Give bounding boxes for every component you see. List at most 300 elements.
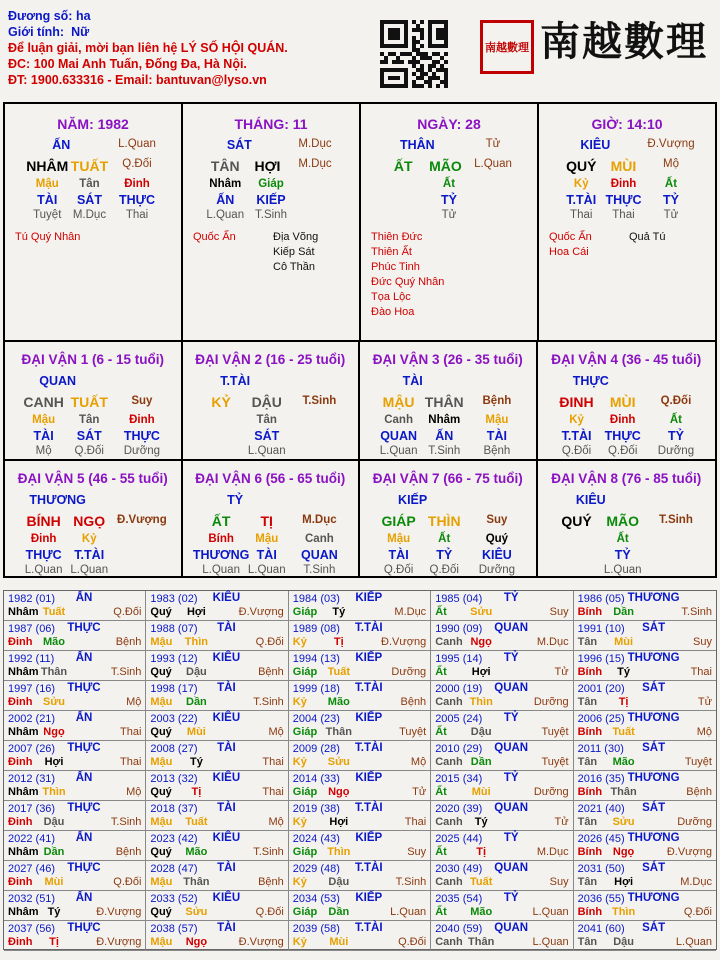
hidden-stem: Ất <box>442 178 456 190</box>
year-can: Bính <box>577 606 603 618</box>
year-stage: M.Dục <box>394 606 427 618</box>
dv-hidden-god: THƯƠNG <box>192 548 250 562</box>
dai-van-chi: NGỌ <box>73 513 106 529</box>
year-chi: Mão <box>327 696 350 708</box>
year-cell <box>4 801 146 831</box>
dv-hidden-stem: Ất <box>669 414 683 426</box>
year-can: Đinh <box>8 816 33 828</box>
year-chi: Tý <box>474 816 488 828</box>
dv-hidden-stage: L.Quan <box>603 564 642 576</box>
hidden-stem: Nhâm <box>209 178 242 190</box>
year-god: QUAN <box>494 862 529 874</box>
year-stage: Mộ <box>126 786 142 798</box>
year-chi: Tý <box>47 906 61 918</box>
year-label: 2028 (47) <box>150 863 198 875</box>
dai-van-chi: THÂN <box>424 394 464 410</box>
year-stage: Mộ <box>126 696 142 708</box>
year-cell <box>4 591 146 621</box>
dai-van-cell-1 <box>5 342 183 459</box>
dai-van-god: QUAN <box>39 374 77 388</box>
year-god: KIÊU <box>212 652 241 664</box>
year-chi: Tị <box>476 846 487 858</box>
year-label: 1992 (11) <box>8 653 55 665</box>
year-can: Giáp <box>292 846 318 858</box>
year-label: 2008 (27) <box>150 743 198 755</box>
year-stage: Bệnh <box>258 666 284 678</box>
year-god: THỰC <box>67 622 101 634</box>
year-chi: Thìn <box>327 846 351 858</box>
star-red-item: Thiên Ất <box>371 246 412 258</box>
year-label: 2015 (34) <box>435 773 483 785</box>
year-stage: Tuyệt <box>541 726 569 738</box>
year-god: TỶ <box>503 712 519 724</box>
gender-label: Giới tính: <box>8 25 65 39</box>
year-chi: Dậu <box>328 876 350 888</box>
year-god: KIẾP <box>355 592 383 604</box>
dai-van-god: THỰC <box>572 374 609 388</box>
year-label: 2023 (42) <box>150 833 198 845</box>
year-god: QUAN <box>494 922 529 934</box>
year-cell <box>4 681 146 711</box>
dai-van-stage: Q.Đối <box>660 395 692 407</box>
year-stage: Suy <box>549 606 569 618</box>
year-stage: Mộ <box>268 816 284 828</box>
hidden-stage: Tử <box>441 209 457 221</box>
dai-van-stage: Đ.Vượng <box>117 514 167 526</box>
year-stage: Thai <box>119 756 142 768</box>
year-god: THỰC <box>67 862 101 874</box>
year-chi: Ngọ <box>185 936 208 948</box>
year-god: TÀI <box>217 922 236 934</box>
dai-van-title: ĐẠI VẬN 7 (66 - 75 tuổi) <box>372 471 523 486</box>
year-stage: Tử <box>554 666 569 678</box>
dv-hidden-stem: Nhâm <box>428 414 461 426</box>
year-cell <box>431 861 573 891</box>
dv-hidden-stage: Q.Đối <box>74 445 104 457</box>
dv-hidden-stem: Đinh <box>30 533 57 545</box>
year-label: 2037 (56) <box>8 923 56 935</box>
year-cell <box>146 711 288 741</box>
year-can: Canh <box>435 936 463 948</box>
year-god: TÀI <box>217 622 236 634</box>
year-stage: L.Quan <box>675 936 712 948</box>
year-can: Giáp <box>292 666 318 678</box>
seal-text: 南越數理 <box>485 40 529 54</box>
year-chi: Tuất <box>327 666 350 678</box>
dai-van-cell-3 <box>360 342 538 459</box>
dv-hidden-god: TÀI <box>388 548 409 562</box>
year-label: 2032 (51) <box>8 893 56 905</box>
pillar-stage: M.Dục <box>298 138 332 150</box>
year-chi: Ngọ <box>328 786 350 798</box>
year-label: 2025 (44) <box>435 833 483 845</box>
year-can: Giáp <box>292 726 318 738</box>
pillar-chi: HỢI <box>254 158 281 174</box>
year-stage: Tuyệt <box>399 726 427 738</box>
year-label: 2011 (30) <box>577 743 624 755</box>
year-cell <box>146 771 288 801</box>
year-can: Mậu <box>150 876 173 888</box>
year-chi: Thìn <box>42 786 66 798</box>
year-god: TỶ <box>503 592 519 604</box>
pillar-title: THÁNG: 11 <box>234 116 308 132</box>
year-god: QUAN <box>494 802 529 814</box>
year-chi: Hợi <box>44 756 64 768</box>
year-god: ẤN <box>75 892 93 904</box>
year-stage: L.Quan <box>390 906 427 918</box>
year-cell <box>4 921 146 951</box>
dai-van-can: BÍNH <box>26 513 61 529</box>
hidden-stem: Ất <box>664 178 678 190</box>
star-red-item: Tọa Lộc <box>371 291 411 303</box>
year-can: Quý <box>150 786 172 798</box>
year-cell <box>146 681 288 711</box>
dv-hidden-stage: Q.Đối <box>561 445 592 457</box>
hidden-stem: Giáp <box>258 178 284 190</box>
hidden-god: TỶ <box>663 193 679 207</box>
year-god: SÁT <box>642 742 666 754</box>
year-label: 2009 (28) <box>292 743 340 755</box>
year-god: THỰC <box>67 742 101 754</box>
dai-van-title: ĐẠI VẬN 3 (26 - 35 tuổi) <box>372 352 523 367</box>
year-stage: T.Sinh <box>681 606 712 618</box>
year-can: Đinh <box>8 936 33 948</box>
year-stage: Q.Đối <box>113 876 142 888</box>
year-cell <box>574 591 716 621</box>
pillar-can: TÂN <box>210 158 240 174</box>
year-stage: T.Sinh <box>110 666 142 678</box>
year-cell <box>4 741 146 771</box>
year-cell <box>4 861 146 891</box>
year-cell <box>4 891 146 921</box>
year-stage: Q.Đối <box>398 936 427 948</box>
star-black-item: Địa Võng <box>273 231 319 243</box>
year-label: 2030 (49) <box>435 863 483 875</box>
year-chi: Dậu <box>43 816 65 828</box>
year-cell <box>146 891 288 921</box>
year-can: Mậu <box>150 696 173 708</box>
year-chi: Sửu <box>42 696 66 708</box>
year-can: Tân <box>577 816 598 828</box>
year-chi: Thân <box>40 666 68 678</box>
dv-hidden-god: QUAN <box>300 548 338 562</box>
pillar-chi-stage: L.Quan <box>474 158 512 170</box>
year-cell <box>431 681 573 711</box>
dai-van-stage: Suy <box>486 514 508 526</box>
year-cell <box>146 831 288 861</box>
star-black-item: Cô Thần <box>273 261 315 273</box>
hidden-stem: Đinh <box>124 178 150 190</box>
year-label: 2024 (43) <box>292 833 340 845</box>
year-can: Đinh <box>8 876 33 888</box>
year-stage: M.Dục <box>536 846 569 858</box>
year-label: 2041 (60) <box>577 923 625 935</box>
pillar-title: GIỜ: 14:10 <box>591 116 663 132</box>
hidden-stage: M.Dục <box>72 209 107 221</box>
year-can: Giáp <box>292 606 318 618</box>
year-god: TÀI <box>217 742 236 754</box>
year-stage: T.Sinh <box>395 876 427 888</box>
year-chi: Hợi <box>186 606 206 618</box>
dai-van-title: ĐẠI VẬN 6 (56 - 65 tuổi) <box>195 471 346 486</box>
dai-van-title: ĐẠI VẬN 5 (46 - 55 tuổi) <box>17 471 168 486</box>
year-god: SÁT <box>642 622 666 634</box>
year-can: Bính <box>577 906 603 918</box>
year-chi: Mão <box>470 906 493 918</box>
hidden-stage: L.Quan <box>206 209 245 221</box>
year-can: Nhâm <box>8 846 39 858</box>
year-cell <box>4 831 146 861</box>
year-can: Tân <box>577 636 598 648</box>
year-chi: Mão <box>43 636 65 648</box>
year-god: ẤN <box>75 592 93 604</box>
year-god: KIẾP <box>355 712 383 724</box>
dv-hidden-god: QUAN <box>380 429 418 443</box>
year-cell <box>431 831 573 861</box>
year-chi: Dần <box>470 756 492 768</box>
year-god: T.TÀI <box>355 802 383 814</box>
year-stage: Thai <box>404 816 427 828</box>
year-god: QUAN <box>494 622 529 634</box>
year-can: Kỷ <box>292 816 307 828</box>
year-cell <box>431 591 573 621</box>
dai-van-cell-4 <box>538 342 716 459</box>
dv-hidden-god: SÁT <box>254 429 280 443</box>
year-label: 1998 (17) <box>150 683 198 695</box>
pillar-god: ẤN <box>52 138 71 152</box>
year-label: 1990 (09) <box>435 623 483 635</box>
year-label: 2013 (32) <box>150 773 198 785</box>
year-cell <box>431 711 573 741</box>
year-cell <box>431 651 573 681</box>
dv-hidden-god: T.TÀI <box>561 429 592 443</box>
year-cell <box>574 921 716 951</box>
star-red-item: Phúc Tinh <box>371 261 420 273</box>
year-cell <box>289 621 431 651</box>
dv-hidden-god: THỰC <box>25 548 62 562</box>
year-can: Kỷ <box>292 876 307 888</box>
dv-hidden-stage: Dưỡng <box>657 445 695 457</box>
contact-line: Để luận giải, mời bạn liên hệ LÝ SỐ HỘI QUÁN. <box>8 41 288 55</box>
year-stage: Đ.Vượng <box>96 936 142 948</box>
year-stage: Dưỡng <box>677 816 712 828</box>
year-cell <box>431 891 573 921</box>
stars-red <box>549 230 592 260</box>
year-label: 1989 (08) <box>292 623 340 635</box>
year-label: 1985 (04) <box>435 593 483 605</box>
dv-hidden-stage: Dưỡng <box>123 445 161 457</box>
year-chi: Dậu <box>613 936 634 948</box>
stars-black <box>629 230 666 245</box>
year-stage: T.Sinh <box>253 846 284 858</box>
hidden-stage: Thai <box>125 209 149 221</box>
year-chi: Ngọ <box>470 636 492 648</box>
dv-hidden-stage: L.Quan <box>247 564 286 576</box>
year-god: ẤN <box>75 772 93 784</box>
year-cell <box>289 861 431 891</box>
year-can: Quý <box>150 846 172 858</box>
year-label: 2000 (19) <box>435 683 483 695</box>
year-cell <box>4 771 146 801</box>
year-chi: Sửu <box>612 816 635 828</box>
year-chi: Thân <box>325 726 352 738</box>
dai-van-can: GIÁP <box>381 513 416 529</box>
year-cell <box>4 621 146 651</box>
year-chi: Tuất <box>185 816 208 828</box>
stars-black <box>273 230 318 275</box>
year-chi: Thìn <box>611 906 636 918</box>
dai-van-table <box>3 342 717 578</box>
year-god: T.TÀI <box>355 922 383 934</box>
year-label: 2012 (31) <box>8 773 56 785</box>
pillar-god: SÁT <box>226 138 252 152</box>
year-stage: Q.Đối <box>255 636 284 648</box>
year-stage: Tử <box>697 696 712 708</box>
year-cell <box>289 921 431 951</box>
year-can: Tân <box>577 696 598 708</box>
pillar-stage: Tử <box>485 138 501 150</box>
year-cell <box>146 621 288 651</box>
year-stage: L.Quan <box>532 936 569 948</box>
year-can: Ất <box>435 666 447 678</box>
year-stage: Bệnh <box>258 876 284 888</box>
hidden-stem: Mậu <box>35 178 59 190</box>
year-can: Bính <box>577 846 603 858</box>
year-chi: Dần <box>613 606 634 618</box>
hidden-god: TÀI <box>37 193 58 207</box>
year-label: 1993 (12) <box>150 653 198 665</box>
year-chi: Thìn <box>469 696 493 708</box>
pillar-2 <box>361 104 539 340</box>
year-chi: Tị <box>49 936 59 948</box>
qr-code-icon <box>380 20 448 88</box>
pillar-title: NGÀY: 28 <box>417 116 481 132</box>
year-cell <box>574 651 716 681</box>
logo-seal-icon <box>480 20 534 74</box>
year-stage: Bệnh <box>400 696 427 708</box>
hidden-god: SÁT <box>76 193 102 207</box>
dv-hidden-god: TỶ <box>667 429 684 443</box>
year-chi: Hợi <box>329 816 349 828</box>
year-cell <box>289 711 431 741</box>
dai-van-god: TÀI <box>402 374 423 388</box>
year-can: Giáp <box>292 786 318 798</box>
year-cell <box>574 771 716 801</box>
year-label: 1982 (01) <box>8 593 56 605</box>
year-cell <box>289 891 431 921</box>
year-cell <box>146 651 288 681</box>
year-chi: Hợi <box>614 876 634 888</box>
dai-van-stage: T.Sinh <box>302 395 337 407</box>
year-label: 1996 (15) <box>577 653 625 665</box>
year-god: ẤN <box>75 712 93 724</box>
year-label: 1983 (02) <box>150 593 198 605</box>
year-can: Mậu <box>150 936 173 948</box>
pillar-3 <box>539 104 715 340</box>
year-can: Tân <box>577 936 598 948</box>
hidden-stage: Tuyệt <box>33 209 62 221</box>
hidden-god: THỰC <box>118 193 156 207</box>
logo-title: 南越數理 <box>540 18 708 65</box>
year-chi: Tị <box>618 696 629 708</box>
year-god: SÁT <box>642 922 666 934</box>
dv-hidden-stage: L.Quan <box>24 564 63 576</box>
year-cell <box>289 771 431 801</box>
dv-hidden-stem: Canh <box>384 414 413 426</box>
year-can: Tân <box>577 876 598 888</box>
year-god: KIẾP <box>355 652 383 664</box>
year-chi: Tý <box>332 606 346 618</box>
dai-van-stage: T.Sinh <box>659 514 693 526</box>
year-label: 2033 (52) <box>150 893 198 905</box>
year-can: Kỷ <box>292 636 307 648</box>
year-can: Mậu <box>150 756 173 768</box>
dv-hidden-stage: Bệnh <box>483 445 511 457</box>
year-stage: T.Sinh <box>110 816 142 828</box>
year-god: SÁT <box>642 862 666 874</box>
hidden-god: TỶ <box>441 193 457 207</box>
year-god: TÀI <box>217 682 236 694</box>
year-stage: Bệnh <box>115 636 142 648</box>
dv-hidden-god: TỶ <box>614 548 631 562</box>
year-god: KIÊU <box>212 712 241 724</box>
year-stage: Tử <box>412 786 427 798</box>
dv-hidden-stem: Ất <box>616 533 629 545</box>
year-can: Kỷ <box>292 756 307 768</box>
year-stage: Đ.Vượng <box>666 846 712 858</box>
year-cell <box>146 921 288 951</box>
year-stage: Tử <box>554 816 569 828</box>
dv-hidden-god: TỶ <box>436 548 453 562</box>
year-stage: Dưỡng <box>533 696 569 708</box>
year-can: Ất <box>435 726 447 738</box>
year-god: TỶ <box>503 892 519 904</box>
year-label: 1988 (07) <box>150 623 198 635</box>
year-god: QUAN <box>494 742 529 754</box>
year-label: 2016 (35) <box>577 773 625 785</box>
dai-van-god: KIẾP <box>398 493 428 507</box>
hidden-god: THỰC <box>605 193 642 207</box>
star-black-item: Quả Tú <box>629 231 666 243</box>
year-can: Quý <box>150 606 172 618</box>
pillar-stage: L.Quan <box>118 138 156 150</box>
header-info <box>8 8 288 88</box>
year-can: Nhâm <box>8 726 39 738</box>
year-god: ẤN <box>75 832 93 844</box>
year-label: 1995 (14) <box>435 653 483 665</box>
year-label: 2004 (23) <box>292 713 340 725</box>
year-stage: T.Sinh <box>253 696 284 708</box>
hidden-stem: Đinh <box>610 178 637 190</box>
year-can: Canh <box>435 816 463 828</box>
year-stage: Q.Đối <box>113 606 142 618</box>
year-can: Đinh <box>8 696 33 708</box>
hidden-stage: Thai <box>570 209 593 221</box>
year-stage: Đ.Vượng <box>96 906 142 918</box>
year-cell <box>574 621 716 651</box>
year-can: Nhâm <box>8 786 39 798</box>
year-chi: Sửu <box>327 756 350 768</box>
year-god: ẤN <box>75 652 93 664</box>
year-table <box>3 590 717 950</box>
year-label: 1991 (10) <box>577 623 625 635</box>
dv-hidden-stage: Mộ <box>35 445 52 457</box>
dai-van-chi: MÃO <box>606 513 640 529</box>
year-god: KIÊU <box>212 772 241 784</box>
year-can: Đinh <box>8 756 33 768</box>
dai-van-chi: TỊ <box>260 513 273 529</box>
year-cell <box>431 621 573 651</box>
